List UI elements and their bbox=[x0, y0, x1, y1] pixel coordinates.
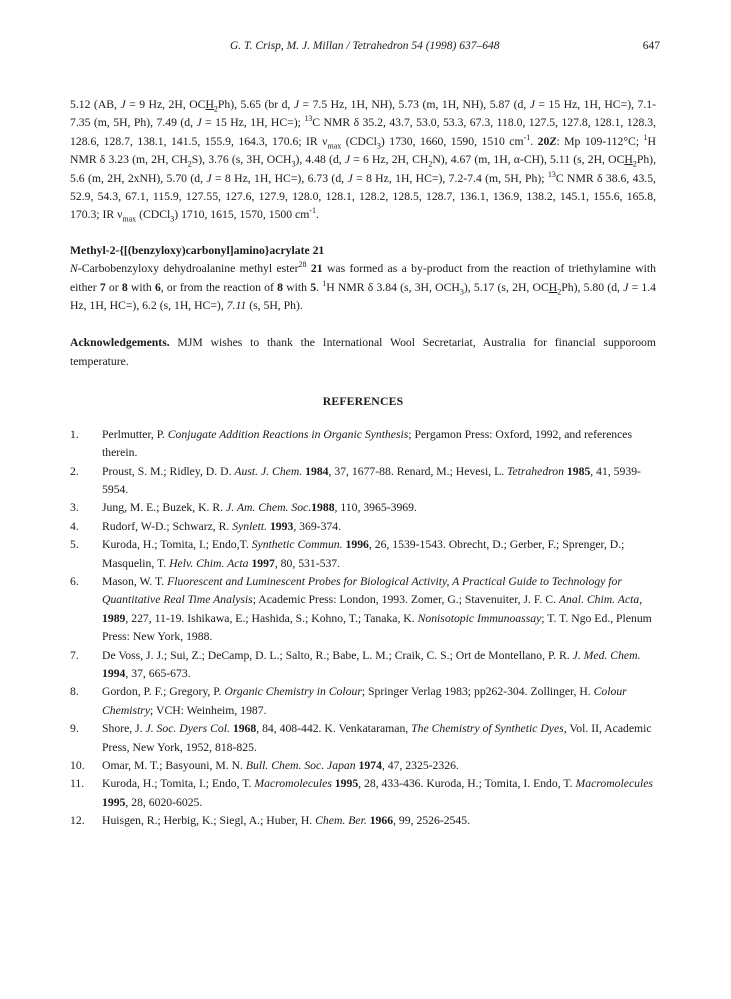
reference-11: 11. Kuroda, H.; Tomita, I.; Endo, T. Macromolecules 1995, 28, 433-436. Kuroda, H.; Tomita, I. Endo, T. Macromolecules 1995, 28, 6020-6025. bbox=[70, 777, 653, 809]
reference-4: 4. Rudorf, W-D.; Schwarz, R. Synlett. 1993, 369-374. bbox=[70, 519, 342, 533]
reference-8: 8. Gordon, P. F.; Gregory, P. Organic Chemistry in Colour; Springer Verlag 1983; pp262-304. Zollinger, H. Colour Chemistry; VCH: Weinheim, 1987. bbox=[70, 685, 627, 717]
references-title: REFERENCES bbox=[322, 395, 404, 409]
acknowledgements-label: Acknowledgements. bbox=[70, 336, 170, 350]
running-head: G. T. Crisp, M. J. Millan / Tetrahedron 54 (1998) 637–648 bbox=[230, 40, 500, 52]
reference-5: 5. Kuroda, H.; Tomita, I.; Endo,T. Synthetic Commun. 1996, 26, 1539-1543. Obrecht, D.; Gerber, F.; Sprenger, D.; Masquelin, T. Helv. Chim. Acta 1997, 80, 531-537. bbox=[70, 538, 625, 570]
reference-1: 1. Perlmutter, P. Conjugate Addition Reactions in Organic Synthesis; Pergamon Press: Oxford, 1992, and references therein. bbox=[70, 427, 633, 460]
acknowledgements: Acknowledgements. MJM wishes to thank the International Wool Secretariat, Australia for financial supporoom temperature. bbox=[70, 336, 656, 368]
reference-3: 3. Jung, M. E.; Buzek, K. R. J. Am. Chem. Soc.1988, 110, 3965-3969. bbox=[70, 501, 417, 515]
spectral-data-paragraph: 5.12 (AB, J = 9 Hz, 2H, $OCH_2Ph$), 5.65 (br d, J = 7.5 Hz, 1H, NH), 5.73 (m, 1H, NH), 5.87 (d, J = 15 Hz, 1H, HC=), 7.1-7.35 (m, 5H, Ph), 7.49 (d, J = 15 Hz, 1H, HC=); $^{13}$C NMR δ 35.2, 43.7, 53.0, 53.3, 67.3, 118.0, 127.5, 127.8, 128.1, 128.3, 128.6, 128.7, 138.1, 141.5, 155.9, 164.3, 170.6; IR $\nu_{max}$ (CDCl$_3$) 1730, 1660, 1590, 1510 $cm^{-1}$. 20Z: Mp 109-112°C; $^1$H NMR δ 3.23 (m, 2H, $CH_2S$), 3.76 (s, 3H, $OCH_3$), 4.48 (d, J = 6 Hz, 2H, $CH_2N$), 4.67 (m, 1H, α-CH), 5.11 (s, 2H, $OCH_2Ph$), 5.6 (m, 2H, 2xNH), 5.70 (d, J = 8 Hz, 1H, HC=), 6.73 (d, J = 8 Hz, 1H, HC=), 7.2-7.4 (m, 5H, Ph); $^{13}$C NMR δ 38.6, 43.5, 52.9, 54.3, 67.1, 115.9, 127.55, 127.6, 127.9, 128.0, 128.1, 128.2, 128.5, 128.7, 136.1, 136.9, 138.2, 145.1, 155.6, 165.8, 170.3; IR $\nu_{max}$ (CDCl$_3$) 1710, 1615, 1570, 1500 $cm^{-1}$. bbox=[70, 98, 656, 224]
reference-7: 7. De Voss, J. J.; Sui, Z.; DeCamp, D. L.; Salto, R.; Babe, L. M.; Craik, C. S.; Ort de Montellano, P. R. J. Med. Chem. 1994, 37, 665-673. bbox=[70, 648, 641, 680]
page-body bbox=[70, 96, 656, 831]
page-number: 647 bbox=[642, 40, 660, 52]
compound-21-heading: Methyl-2-{[(benzyloxy)carbonyl]amino}acrylate 21 bbox=[70, 243, 325, 257]
reference-2: 2. Proust, S. M.; Ridley, D. D. Aust. J. Chem. 1984, 37, 1677-88. Renard, M.; Hevesi, L. Tetrahedron 1985, 41, 5939-5954. bbox=[70, 464, 641, 496]
compound-21-paragraph: N-Carbobenzyloxy dehydroalanine methyl ester$^{28}$ 21 was formed as a by-product from the reaction of triethylamine with either 7 or 8 with 6, or from the reaction of 8 with 5. $^1$H NMR δ 3.84 (s, 3H, $OCH_3$), 5.17 (s, 2H, $OCH_2Ph$), 5.80 (d, J = 1.4 Hz, 1H, HC=), 6.2 (s, 1H, HC=), 7.11 (s, 5H, Ph). bbox=[70, 260, 657, 313]
reference-10: 10. Omar, M. T.; Basyouni, M. N. Bull. Chem. Soc. Japan 1974, 47, 2325-2326. bbox=[70, 759, 459, 772]
reference-9: 9. Shore, J. J. Soc. Dyers Col. 1968, 84, 408-442. K. Venkataraman, The Chemistry of Synthetic Dyes, Vol. II, Academic Press, New York, 1952, 818-825. bbox=[70, 722, 652, 754]
reference-6: 6. Mason, W. T. Fluorescent and Luminescent Probes for Biological Activity, A Practical Guide to Technology for Quantitative Real Time Analysis; Academic Press: London, 1993. Zomer, G.; Stavenuiter, J. F. C. Anal. Chim. Acta, 1989, 227, 11-19. Ishikawa, E.; Hashida, S.; Kohno, T.; Tanaka, K. Nonisotopic Immunoassay; T. T. Ngo Ed., Plenum Press: New York, 1988. bbox=[70, 574, 652, 644]
reference-12: 12. Huisgen, R.; Herbig, K.; Siegl, A.; Huber, H. Chem. Ber. 1966, 99, 2526-2545. bbox=[70, 814, 471, 828]
reference-list bbox=[70, 426, 656, 831]
